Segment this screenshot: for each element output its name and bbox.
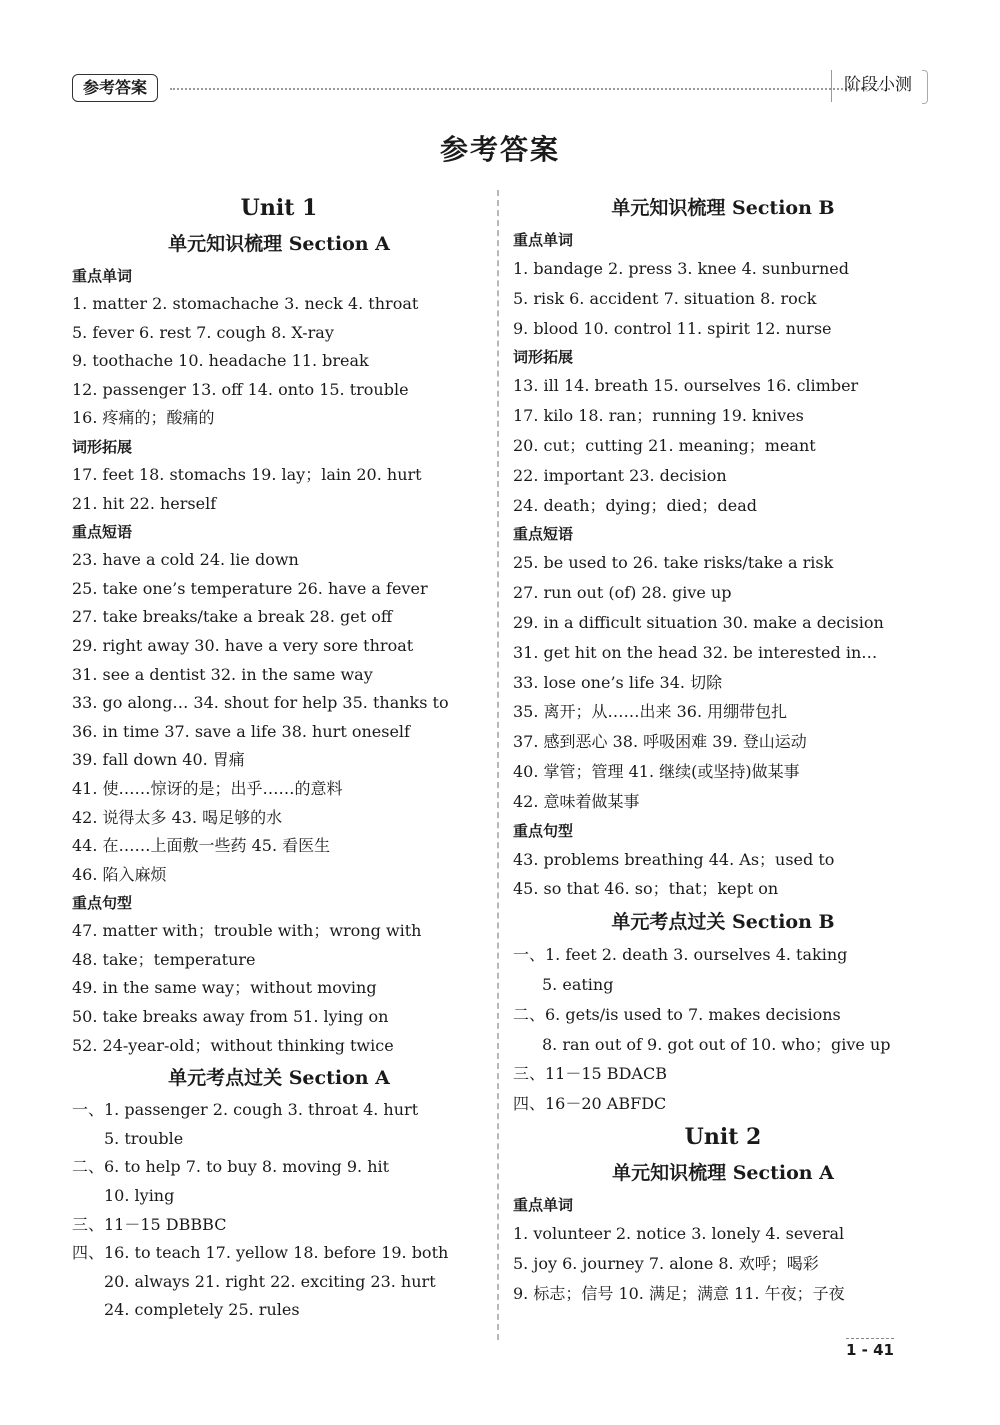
answer-line: 二、6. gets/is used to 7. makes decisions bbox=[513, 1004, 841, 1024]
header-right-bracket bbox=[922, 70, 928, 104]
column-divider bbox=[497, 190, 499, 1340]
section-title: 单元知识梳理 Section A bbox=[612, 1161, 834, 1184]
header-left-tag: 参考答案 bbox=[72, 74, 158, 102]
answer-line: 5. risk 6. accident 7. situation 8. rock bbox=[513, 288, 817, 308]
answer-line: 四、16. to teach 17. yellow 18. before 19. both bbox=[72, 1243, 449, 1263]
answer-line: 16. 疼痛的；酸痛的 bbox=[72, 408, 215, 428]
answer-line: 42. 意味着做某事 bbox=[513, 791, 640, 811]
answer-line: 1. volunteer 2. notice 3. lonely 4. several bbox=[513, 1223, 845, 1243]
answer-line: 12. passenger 13. off 14. onto 15. trouble bbox=[72, 379, 409, 399]
category-label: 重点句型 bbox=[513, 821, 574, 840]
answer-line: 5. fever 6. rest 7. cough 8. X-ray bbox=[72, 322, 334, 342]
answer-line: 5. joy 6. journey 7. alone 8. 欢呼；喝彩 bbox=[513, 1253, 819, 1273]
section-title: 单元考点过关 Section B bbox=[611, 911, 835, 934]
answer-line: 22. important 23. decision bbox=[513, 465, 727, 485]
answer-line: 9. 标志；信号 10. 满足；满意 11. 午夜；子夜 bbox=[513, 1283, 845, 1303]
answer-line: 9. blood 10. control 11. spirit 12. nurse bbox=[513, 318, 832, 338]
answer-line: 21. hit 22. herself bbox=[72, 493, 217, 513]
answer-line: 25. take one’s temperature 26. have a fever bbox=[72, 578, 428, 598]
answer-line: 31. see a dentist 32. in the same way bbox=[72, 664, 373, 684]
answer-line: 20. cut；cutting 21. meaning；meant bbox=[513, 435, 816, 455]
answer-line: 37. 感到恶心 38. 呼吸困难 39. 登山运动 bbox=[513, 732, 807, 752]
answer-line: 1. matter 2. stomachache 3. neck 4. throat bbox=[72, 294, 419, 313]
answer-line: 8. ran out of 9. got out of 10. who；give up bbox=[542, 1034, 891, 1054]
answer-line: 45. so that 46. so；that；kept on bbox=[513, 879, 779, 899]
answer-line: 41. 使……惊讶的是；出乎……的意料 bbox=[72, 778, 343, 798]
answer-line: 40. 掌管；管理 41. 继续(或坚持)做某事 bbox=[513, 761, 800, 781]
answer-line: 27. take breaks/take a break 28. get off bbox=[72, 607, 393, 627]
category-label: 重点短语 bbox=[72, 523, 133, 542]
answer-line: 43. problems breathing 44. As；used to bbox=[513, 849, 835, 869]
answer-line: 44. 在……上面敷一些药 45. 看医生 bbox=[72, 836, 331, 856]
answer-line: 48. take；temperature bbox=[72, 949, 256, 969]
answer-line: 50. take breaks away from 51. lying on bbox=[72, 1007, 389, 1027]
section-title: 单元知识梳理 Section A bbox=[168, 233, 390, 255]
answer-line: 17. kilo 18. ran；running 19. knives bbox=[513, 406, 804, 426]
category-label: 重点短语 bbox=[513, 525, 574, 544]
answer-line: 24. completely 25. rules bbox=[104, 1300, 300, 1320]
answer-line: 36. in time 37. save a life 38. hurt oneself bbox=[72, 721, 410, 741]
answer-line: 29. right away 30. have a very sore throat bbox=[72, 635, 414, 655]
answer-line: 一、1. feet 2. death 3. ourselves 4. taking bbox=[513, 945, 848, 965]
answer-line: 46. 陷入麻烦 bbox=[72, 864, 167, 884]
answer-line: 49. in the same way；without moving bbox=[72, 978, 377, 998]
answer-line: 5. trouble bbox=[104, 1128, 184, 1148]
category-label: 重点单词 bbox=[513, 231, 574, 249]
answer-line: 27. run out (of) 28. give up bbox=[513, 583, 732, 603]
category-label: 重点单词 bbox=[513, 1195, 574, 1214]
category-label: 重点句型 bbox=[72, 894, 133, 913]
answer-line: 25. be used to 26. take risks/take a risk bbox=[513, 553, 834, 573]
answer-line: 33. lose one’s life 34. 切除 bbox=[513, 672, 723, 692]
section-title: 单元知识梳理 Section B bbox=[611, 197, 835, 219]
answer-line: 39. fall down 40. 胃痛 bbox=[72, 750, 245, 770]
category-label: 词形拓展 bbox=[72, 437, 133, 456]
answer-line: 二、6. to help 7. to buy 8. moving 9. hit bbox=[72, 1157, 390, 1177]
answer-line: 10. lying bbox=[104, 1186, 175, 1206]
answer-line: 三、11－15 DBBBC bbox=[72, 1214, 227, 1234]
left-column bbox=[72, 190, 486, 1325]
answer-line: 52. 24-year-old；without thinking twice bbox=[72, 1035, 394, 1055]
page-number: 1 - 41 bbox=[846, 1338, 894, 1359]
section-title: 单元考点过关 Section A bbox=[168, 1067, 390, 1090]
header-dotted-rule bbox=[170, 88, 890, 90]
answer-line: 三、11－15 BDACB bbox=[513, 1064, 667, 1084]
answer-line: 47. matter with；trouble with；wrong with bbox=[72, 921, 422, 941]
category-label: 重点单词 bbox=[72, 267, 133, 285]
answer-line: 1. bandage 2. press 3. knee 4. sunburned bbox=[513, 259, 849, 278]
answer-line: 24. death；dying；died；dead bbox=[513, 495, 758, 515]
answer-line: 9. toothache 10. headache 11. break bbox=[72, 351, 369, 371]
answer-line: 一、1. passenger 2. cough 3. throat 4. hurt bbox=[72, 1100, 419, 1120]
unit-title: Unit 1 bbox=[240, 195, 318, 221]
answer-line: 20. always 21. right 22. exciting 23. hurt bbox=[104, 1271, 436, 1291]
answer-line: 31. get hit on the head 32. be interested in… bbox=[513, 642, 878, 662]
answer-line: 5. eating bbox=[542, 974, 614, 994]
category-label: 词形拓展 bbox=[513, 348, 574, 367]
right-column bbox=[513, 190, 933, 1308]
page-title: 参考答案 bbox=[439, 133, 560, 166]
answer-line: 四、16－20 ABFDC bbox=[513, 1094, 667, 1114]
answer-line: 23. have a cold 24. lie down bbox=[72, 550, 299, 570]
answer-line: 13. ill 14. breath 15. ourselves 16. climber bbox=[513, 376, 859, 396]
unit-title: Unit 2 bbox=[684, 1123, 762, 1150]
answer-line: 29. in a difficult situation 30. make a decision bbox=[513, 612, 884, 632]
answer-line: 33. go along… 34. shout for help 35. thanks to bbox=[72, 693, 449, 713]
answer-line: 17. feet 18. stomachs 19. lay；lain 20. hurt bbox=[72, 464, 422, 484]
answer-line: 35. 离开；从……出来 36. 用绷带包扎 bbox=[513, 702, 788, 722]
answer-line: 42. 说得太多 43. 喝足够的水 bbox=[72, 807, 283, 827]
header-right-tag: 阶段小测 bbox=[831, 70, 924, 102]
